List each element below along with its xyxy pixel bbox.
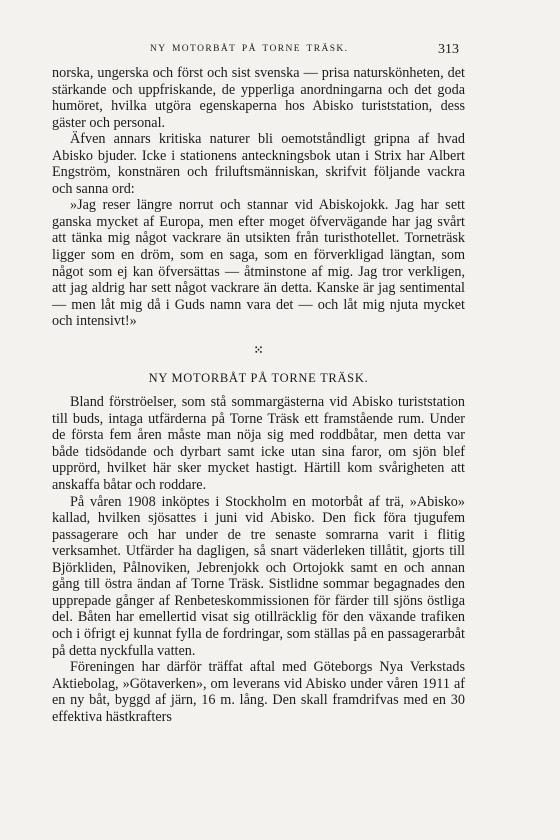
paragraph: Föreningen har därför träffat aftal med Göteborgs Nya Verkstads Aktiebolag, »Götaverken», om leverans vid Abisko under våren 1911 af en ny båt, byggd af järn, 16 m. lång. Den skall framdrifvas med en 30 effektiva hästkrafters	[52, 659, 465, 725]
running-head	[0, 44, 560, 60]
running-title: NY MOTORBÅT PÅ TORNE TRÄSK.	[150, 44, 349, 54]
paragraph: Bland förströelser, som stå sommargästerna vid Abisko turiststation till buds, intaga utfärderna på Torne Träsk ett framstående rum. Under de första fem åren måste man nöja sig med roddbåtar, men detta var både tidsödande och dyrbart samt icke utan sina faror, om sjön blef upprörd, hvilket här sker mycket hastigt. Härtill kom svårigheten att anskaffa båtar och roddare.	[52, 394, 465, 494]
page-number: 313	[438, 42, 459, 57]
quote-paragraph: »Jag reser längre norrut och stannar vid Abiskojokk. Jag har sett ganska mycket af Europa, men efter moget öfvervägande har jag svårt att tänka mig något vackrare än utsikten från turisthotellet. Torneträsk ligger som en dröm, som en saga, som en förverkligad längtan, som något som ej kan öfversättas — åtminstone af mig. Jag tror verkligen, att jag aldrig har sett något vackrare än detta. Kanske är jag sentimental — men låt mig då i Guds namn vara det — och låt mig njuta mycket och intensivt!»	[52, 197, 465, 330]
section-ornament: ⁙	[253, 342, 264, 357]
paragraph: På våren 1908 inköptes i Stockholm en motorbåt af trä, »Abisko» kallad, hvilken sjösattes i juni vid Abisko. Den fick föra tjugufem passagerare och har under de tre senaste somrarna varit i flitig verksamhet. Utfärder ha dagligen, så snart väderleken tillåtit, gjorts till Björkliden, Pålnoviken, Jebrenjokk och Ortojokk samt en och annan gång till östra ändan af Torne Träsk. Sistlidne sommar begagnades den upprepade gånger af Renbeteskommissionen för färder till sjöns östliga del. Båten har emellertid visat sig otillräcklig för den växande trafiken och i öfrigt ej kunnat fylla de fordringar, som ställas på en passagerarbåt på detta nyckfulla vatten.	[52, 493, 465, 659]
paragraph: norska, ungerska och först och sist svenska — prisa naturskönheten, det stärkande och uppfriskande, de ypperliga anordningarna och det goda humöret, hvilka utgöra egenskaperna hos Abisko turiststation, dess gäster och personal.	[52, 65, 465, 131]
paragraph: Äfven annars kritiska naturer bli oemotståndligt gripna af hvad Abisko bjuder. Icke i stationens anteckningsbok utan i Strix har Albert Engström, konstnären och friluftsmänniskan, skrifvit följande vackra och sanna ord:	[52, 131, 465, 197]
body-text	[52, 65, 465, 725]
section-heading: NY MOTORBÅT PÅ TORNE TRÄSK.	[148, 370, 369, 385]
